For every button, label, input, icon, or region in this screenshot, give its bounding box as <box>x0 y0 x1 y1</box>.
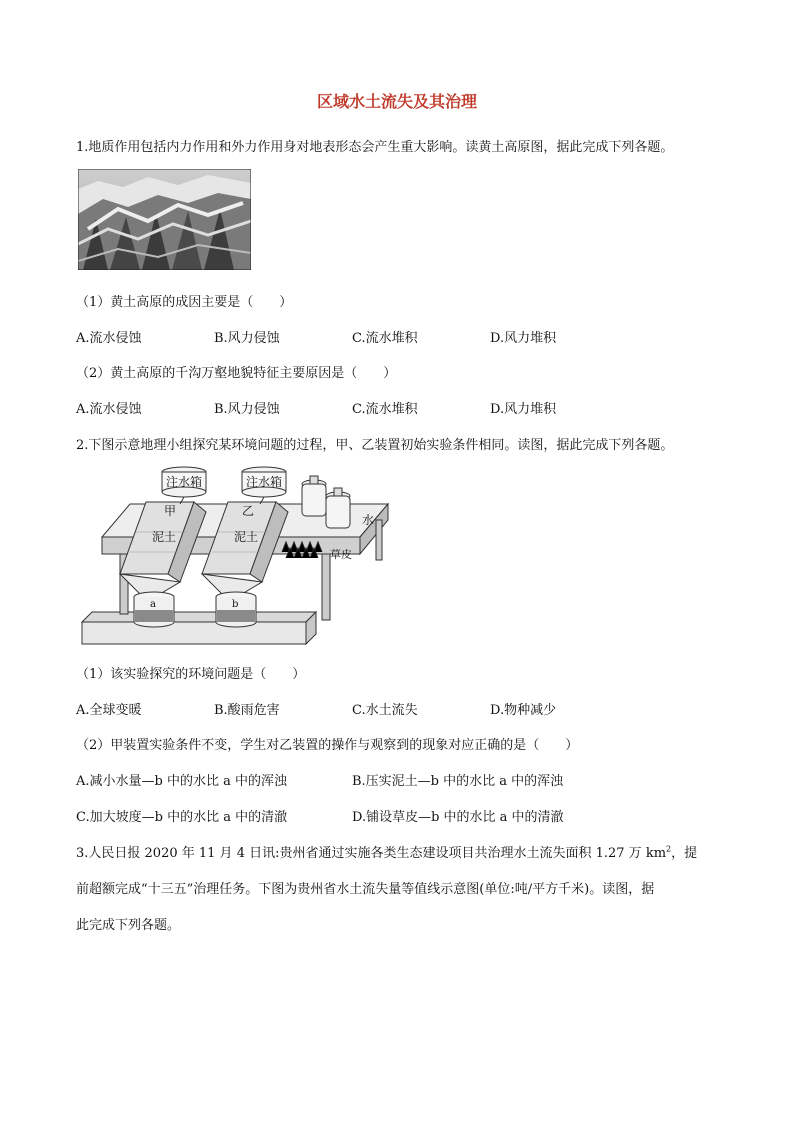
q3-line-1 <box>76 842 697 861</box>
q1-sub2-option-d[interactable]: D.风力堆积 <box>490 402 557 417</box>
q2-sub1-stem: （1）该实验探究的环境问题是（ ） <box>76 667 306 682</box>
experiment-figure <box>76 462 394 652</box>
q2-sub2-option-a[interactable]: A.减小水量—b 中的水比 a 中的浑浊 <box>76 774 287 789</box>
q2-sub2-option-b[interactable]: B.压实泥土—b 中的水比 a 中的浑浊 <box>352 774 564 789</box>
q3-line-2: 前超额完成“十三五”治理任务。下图为贵州省水土流失量等值线示意图(单位:吨/平方千米)。读图，据 <box>76 882 655 897</box>
soil-label-a: 泥土 <box>152 530 177 544</box>
q2-sub2-option-c[interactable]: C.加大坡度—b 中的水比 a 中的清澈 <box>76 810 288 825</box>
cup-b-label: b <box>232 599 239 610</box>
q2-sub2-option-d[interactable]: D.铺设草皮—b 中的水比 a 中的清澈 <box>352 810 564 825</box>
box-b-label: 乙 <box>242 504 255 518</box>
tank-label-a: 注水箱 <box>166 475 203 489</box>
q3-line-1-text: 3.人民日报 2020 年 11 月 4 日讯:贵州省通过实施各类生态建设项目共治理水土流失面积 1.27 万 km <box>76 846 667 861</box>
loess-plateau-photo <box>78 169 251 270</box>
q2-sub2-stem: （2）甲装置实验条件不变，学生对乙装置的操作与观察到的现象对应正确的是（ ） <box>76 738 579 753</box>
q3-line-1-end: ，提 <box>671 846 698 861</box>
q2-sub1-option-d[interactable]: D.物种减少 <box>490 703 557 718</box>
page-title: 区域水土流失及其治理 <box>316 92 477 111</box>
q1-sub2-option-c[interactable]: C.流水堆积 <box>352 402 418 417</box>
q2-stem: 2.下图示意地理小组探究某环境问题的过程，甲、乙装置初始实验条件相同。读图，据此完成下列各题。 <box>76 438 674 453</box>
q1-sub2-stem: （2）黄土高原的千沟万壑地貌特征主要原因是（ ） <box>76 366 397 381</box>
q1-sub2-option-a[interactable]: A.流水侵蚀 <box>76 402 142 417</box>
q1-stem: 1.地质作用包括内力作用和外力作用身对地表形态会产生重大影响。读黄土高原图，据此完成下列各题。 <box>76 140 674 155</box>
soil-label-b: 泥土 <box>234 530 259 544</box>
q2-sub1-option-b[interactable]: B.酸雨危害 <box>214 703 280 718</box>
q1-sub1-option-b[interactable]: B.风力侵蚀 <box>214 331 280 346</box>
box-a-label: 甲 <box>164 504 177 518</box>
q3-unit-superscript: 2 <box>666 844 672 854</box>
q1-sub1-option-a[interactable]: A.流水侵蚀 <box>76 331 142 346</box>
q2-sub1-option-c[interactable]: C.水土流失 <box>352 703 418 718</box>
q1-sub2-option-b[interactable]: B.风力侵蚀 <box>214 402 280 417</box>
water-label: 水 <box>362 513 375 527</box>
q1-sub1-option-d[interactable]: D.风力堆积 <box>490 331 557 346</box>
q2-sub1-option-a[interactable]: A.全球变暖 <box>76 703 142 718</box>
q1-sub1-option-c[interactable]: C.流水堆积 <box>352 331 418 346</box>
q1-sub1-stem: （1）黄土高原的成因主要是（ ） <box>76 295 293 310</box>
tank-label-b: 注水箱 <box>246 475 283 489</box>
grass-label: 草皮 <box>330 548 352 561</box>
cup-a-label: a <box>150 599 156 610</box>
q3-line-3: 此完成下列各题。 <box>76 918 181 933</box>
